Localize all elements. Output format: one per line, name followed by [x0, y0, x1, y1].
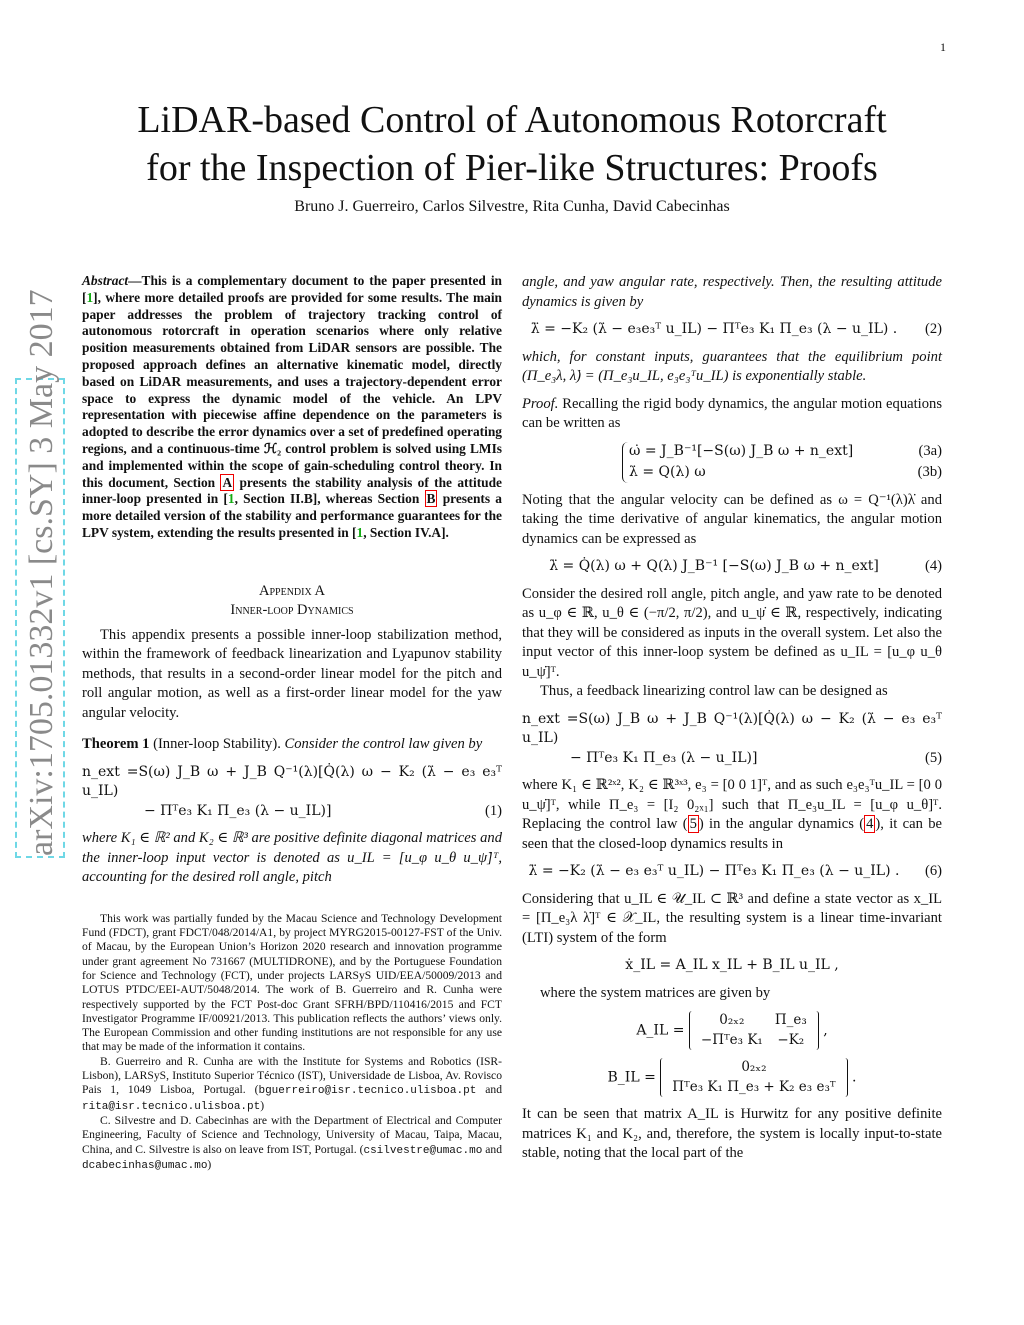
equation-1-line-b: − Πᵀe₃ K₁ Π_e₃ (λ − u_IL)] — [144, 802, 332, 819]
matrix-a-21: −Πᵀe₃ K₁ — [700, 1031, 763, 1048]
matrix-a-22: −K₂ — [777, 1031, 805, 1048]
email-link[interactable]: rita@isr.tecnico.ulisboa.pt — [82, 1100, 261, 1113]
page-number: 1 — [940, 40, 946, 54]
left-column — [82, 273, 502, 1173]
footnote-funding: This work was partially funded by the Macau Science and Technology Development Fund (FDCT), grant FDCT/048/2014/A1, by project MYRG2015-00127-FST of the Univ. of Macau, by the European Union’s Horizon 2020 research and innovation programme under grant agreement No 731667 (MULTIDRONE), and by the Portuguese Foundation for Science and Technology (FCT), under projects LARSyS UID/EEA/50009/2013 and LOTUS PTDC/EEI-AUT/5048/2014. The work of B. Guerreiro and R. Cunha were respectively supported by the FCT Post-doc Grant SFRH/BPD/110416/2015 and FCT Investigator Programme IF/00921/2013. This publication reflects the authors’ views only. The European Commission and other funding institutions are not responsible for any use that may be made of the information it contains. — [82, 911, 502, 1054]
abstract-text-5: presents a more detailed version of the stability and performance guarantees for the LPV system, extending the results presented in [ — [82, 491, 502, 540]
matrix-b — [522, 1058, 942, 1097]
footnote-affiliation-2-text: C. Silvestre and D. Cabecinhas are with the Department of Electrical and Computer Engineering, Faculty of Science and Technology, University of Macau, Taipa, Macau, China, and C. Silvestre is also on leave from IST, Portugal. ( — [82, 1113, 502, 1156]
equation-1 — [82, 763, 502, 822]
citation-link[interactable]: 1 — [227, 491, 235, 507]
matrix-b-lhs: B_IL = — [607, 1069, 656, 1086]
email-link[interactable]: dcabecinhas@umac.mo — [82, 1159, 208, 1172]
state-equation: ẋ_IL = A_IL x_IL + B_IL u_IL , — [625, 957, 839, 973]
proof-paragraph-5: Considering that u_IL ∈ 𝒰_IL ⊂ ℝ³ and define a state vector as x_IL = [Π_e₃λ λ̇]ᵀ ∈ 𝒳_IL, the resulting system is a linear time-invariant (LTI) system of the form — [522, 890, 942, 946]
proof-paragraph-7: It can be seen that matrix A_IL is Hurwitz for any positive definite matrices K₁ and K₂, and, therefore, the system is locally input-to-state stable, noting that the local part of the — [522, 1106, 942, 1161]
abstract — [82, 273, 502, 542]
proof-paragraph-4 — [522, 776, 942, 854]
citation-link[interactable]: 1 — [356, 524, 364, 540]
equation-3 — [622, 442, 942, 483]
arxiv-stamp[interactable]: arXiv:1705.01332v1 [cs.SY] 3 May 2017 — [15, 378, 65, 858]
proof-paragraph-3: Thus, a feedback linearizing control law can be designed as — [540, 683, 888, 699]
proof-paragraph-4-text: where K₁ ∈ ℝ²ˣ², K₂ ∈ ℝ³ˣ³, e₃ = [0 0 1]ᵀ, and as such e₃e₃ᵀu_IL = [0 0 u_ψ̇]ᵀ, while Π_e₃ = [I₂ 0₂ₓ₁] such that Π_e₃u_IL = [u_φ u_θ]ᵀ. Replacing the control law ( — [522, 777, 942, 832]
abstract-text-4: , Section II.B], whereas Section — [234, 491, 425, 507]
equation-5 — [522, 710, 942, 769]
matrix-a-end: , — [823, 1022, 828, 1039]
appendix-heading-1: Appendix A — [259, 582, 325, 599]
title-line-1: LiDAR-based Control of Autonomous Rotorcraft — [137, 99, 887, 141]
matrix-a — [522, 1011, 942, 1050]
theorem-conclusion: which, for constant inputs, guarantees that the equilibrium point (Π_e₃λ, λ̇) = (Π_e₃u_IL, e₃e₃ᵀu_IL) is exponentially stable. — [522, 348, 942, 384]
right-column — [522, 273, 942, 1164]
footnote-affiliation-1-text: B. Guerreiro and R. Cunha are with the Institute for Systems and Robotics (ISR-Lisbon), LARSyS, Instituto Superior Técnico (IST), Universidade de Lisboa, Av. Rovisco Pais 1, 1049 Lisboa, Portugal. ( — [82, 1054, 502, 1097]
equation-6-number: (6) — [924, 863, 942, 879]
appendix-paragraph: This appendix presents a possible inner-loop stabilization method, within the framework of feedback linearization and Lyapunov stability methods, that results in a second-order linear model for the pitch and roll angular motion, as well as a first-order linear model for the yaw angular velocity. — [82, 626, 502, 721]
title-line-2: for the Inspection of Pier-like Structures: Proofs — [146, 147, 878, 189]
equation-4 — [522, 557, 942, 577]
footnote-affiliation-2 — [82, 1114, 502, 1173]
theorem-continuation: angle, and yaw angular rate, respectively. Then, the resulting attitude dynamics is given by — [522, 274, 942, 310]
abstract-text-6: , Section IV.A]. — [363, 524, 449, 540]
abstract-label: Abstract — [82, 273, 129, 288]
paper-title — [60, 96, 964, 192]
equation-2-number: (2) — [924, 321, 942, 337]
matrix-b-1: 0₂ₓ₂ — [741, 1059, 767, 1075]
abstract-text-2: ], where more detailed proofs are provided for some results. The main paper addresses the problem of trajectory tracking control of autonomous rotorcraft in operation scenarios where only relative position measurements obtained from LiDAR sensors are possible. The proposed approach defines an alternative kinematic model, directly based on LiDAR measurements, and uses a trajectory-dependent error space to express the dynamic model of the vehicle. An LPV representation with piecewise affine dependence on the parameters is adopted to describe the error dynamics over a set of predefined operating regions, and a continuous-time ℋ₂ control problem is solved using LMIs and implemented within the scope of gain-scheduling control theory. In this document, Section — [82, 289, 502, 490]
equation-6-body: λ̈ = −K₂ (λ̇ − e₃ e₃ᵀ u_IL) − Πᵀe₃ K₁ Π_e₃ (λ − u_IL) . — [528, 863, 900, 879]
proof-paragraph-2: Consider the desired roll angle, pitch angle, and yaw rate to be denoted as u_φ ∈ ℝ, u_θ ∈ (−π/2, π/2), and u_ψ̇ ∈ ℝ, respectively, indicating that they will be considered as inputs in the overall system. Let also the input vector of this inner-loop system be defined as u_IL = [u_φ u_θ u_ψ̇]ᵀ. — [522, 585, 942, 680]
footnote-close: ) — [207, 1157, 212, 1171]
footnote-affiliation-1 — [82, 1055, 502, 1114]
equation-2 — [522, 320, 942, 340]
theorem-name: (Inner-loop Stability). — [153, 736, 281, 753]
proof-paragraph-4-end: ), it can be seen that the closed-loop dynamics results in — [522, 816, 942, 852]
proof-label: Proof. — [522, 395, 559, 412]
proof-paragraph-4-mid: ) in the angular dynamics ( — [698, 816, 865, 832]
proof-intro — [522, 395, 942, 434]
theorem-condition: where K₁ ∈ ℝ² and K₂ ∈ ℝ³ are positive definite diagonal matrices and the inner-loop input vector is denoted as u_IL = [u_φ u_θ u_ψ̇]ᵀ, accounting for the desired roll angle, pitch — [82, 830, 502, 886]
equation-1-line-a: n_ext =S(ω) J_B ω + J_B Q⁻¹(λ)[Q̇(λ) ω − K₂ (λ̇ − e₃ e₃ᵀ u_IL) — [82, 763, 502, 800]
footnote-close: ) — [260, 1098, 265, 1112]
equation-3a-body: ω̇ = J_B⁻¹[−S(ω) J_B ω + n_ext] — [629, 442, 854, 459]
citation-link[interactable]: 1 — [86, 289, 94, 305]
equation-6 — [522, 862, 942, 882]
email-link[interactable]: csilvestre@umac.mo — [363, 1144, 483, 1157]
proof-paragraph-6: where the system matrices are given by — [540, 984, 771, 1001]
theorem-label: Theorem 1 — [82, 736, 150, 753]
equation-4-body: λ̈ = Q̇(λ) ω + Q(λ) J_B⁻¹ [−S(ω) J_B ω + n_ext] — [549, 558, 879, 574]
proof-intro-text: Recalling the rigid body dynamics, the angular motion equations can be written as — [522, 395, 942, 431]
matrix-a-lhs: A_IL = — [636, 1022, 685, 1039]
author-list: Bruno J. Guerreiro, Carlos Silvestre, Rita Cunha, David Cabecinhas — [294, 198, 730, 215]
theorem-statement — [82, 735, 502, 755]
matrix-a-body — [689, 1011, 819, 1050]
matrix-b-2: Πᵀe₃ K₁ Π_e₃ + K₂ e₃ e₃ᵀ — [672, 1078, 836, 1095]
section-b-link[interactable]: B — [426, 491, 436, 507]
equation-4-number: (4) — [924, 558, 942, 574]
proof-paragraph-1: Noting that the angular velocity can be defined as ω = Q⁻¹(λ)λ̇ and taking the time derivative of angular kinematics, the angular motion dynamics can be expressed as — [522, 491, 942, 547]
theorem-text: Consider the control law given by — [284, 736, 483, 753]
equation-3a-number: (3a) — [918, 442, 942, 459]
footnote-and: and — [482, 1142, 503, 1156]
email-link[interactable]: bguerreiro@isr.tecnico.ulisboa.pt — [258, 1085, 477, 1098]
matrix-b-body — [660, 1058, 847, 1097]
equation-1-number: (1) — [484, 802, 502, 819]
equation-3b-body: λ̇ = Q(λ) ω — [629, 464, 706, 480]
equation-3b-number: (3b) — [917, 464, 942, 480]
footnote-and: and — [476, 1083, 503, 1097]
equation-5-link[interactable]: 5 — [689, 816, 697, 832]
equation-5-line-b: − Πᵀe₃ K₁ Π_e₃ (λ − u_IL)] — [570, 749, 758, 766]
equation-4-link[interactable]: 4 — [866, 816, 874, 832]
equation-2-body: λ̈ = −K₂ (λ̇ − e₃e₃ᵀ u_IL) − Πᵀe₃ K₁ Π_e₃ (λ − u_IL) . — [530, 321, 898, 337]
abstract-text-3: presents the stability analysis of the attitude inner-loop presented in [ — [82, 474, 502, 507]
appendix-heading-2: Inner-loop Dynamics — [230, 601, 354, 618]
abstract-text-1: —This is a complementary document to the paper presented in [ — [82, 273, 502, 305]
section-a-link[interactable]: A — [222, 474, 233, 490]
equation-5-number: (5) — [924, 749, 942, 766]
matrix-a-12: Π_e₃ — [774, 1012, 807, 1028]
matrix-a-11: 0₂ₓ₂ — [719, 1012, 745, 1028]
equation-5-line-a: n_ext =S(ω) J_B ω + J_B Q⁻¹(λ)[Q̇(λ) ω − K₂ (λ̇ − e₃ e₃ᵀ u_IL) — [522, 710, 942, 746]
matrix-b-end: . — [852, 1069, 857, 1086]
footnotes — [82, 912, 502, 1173]
